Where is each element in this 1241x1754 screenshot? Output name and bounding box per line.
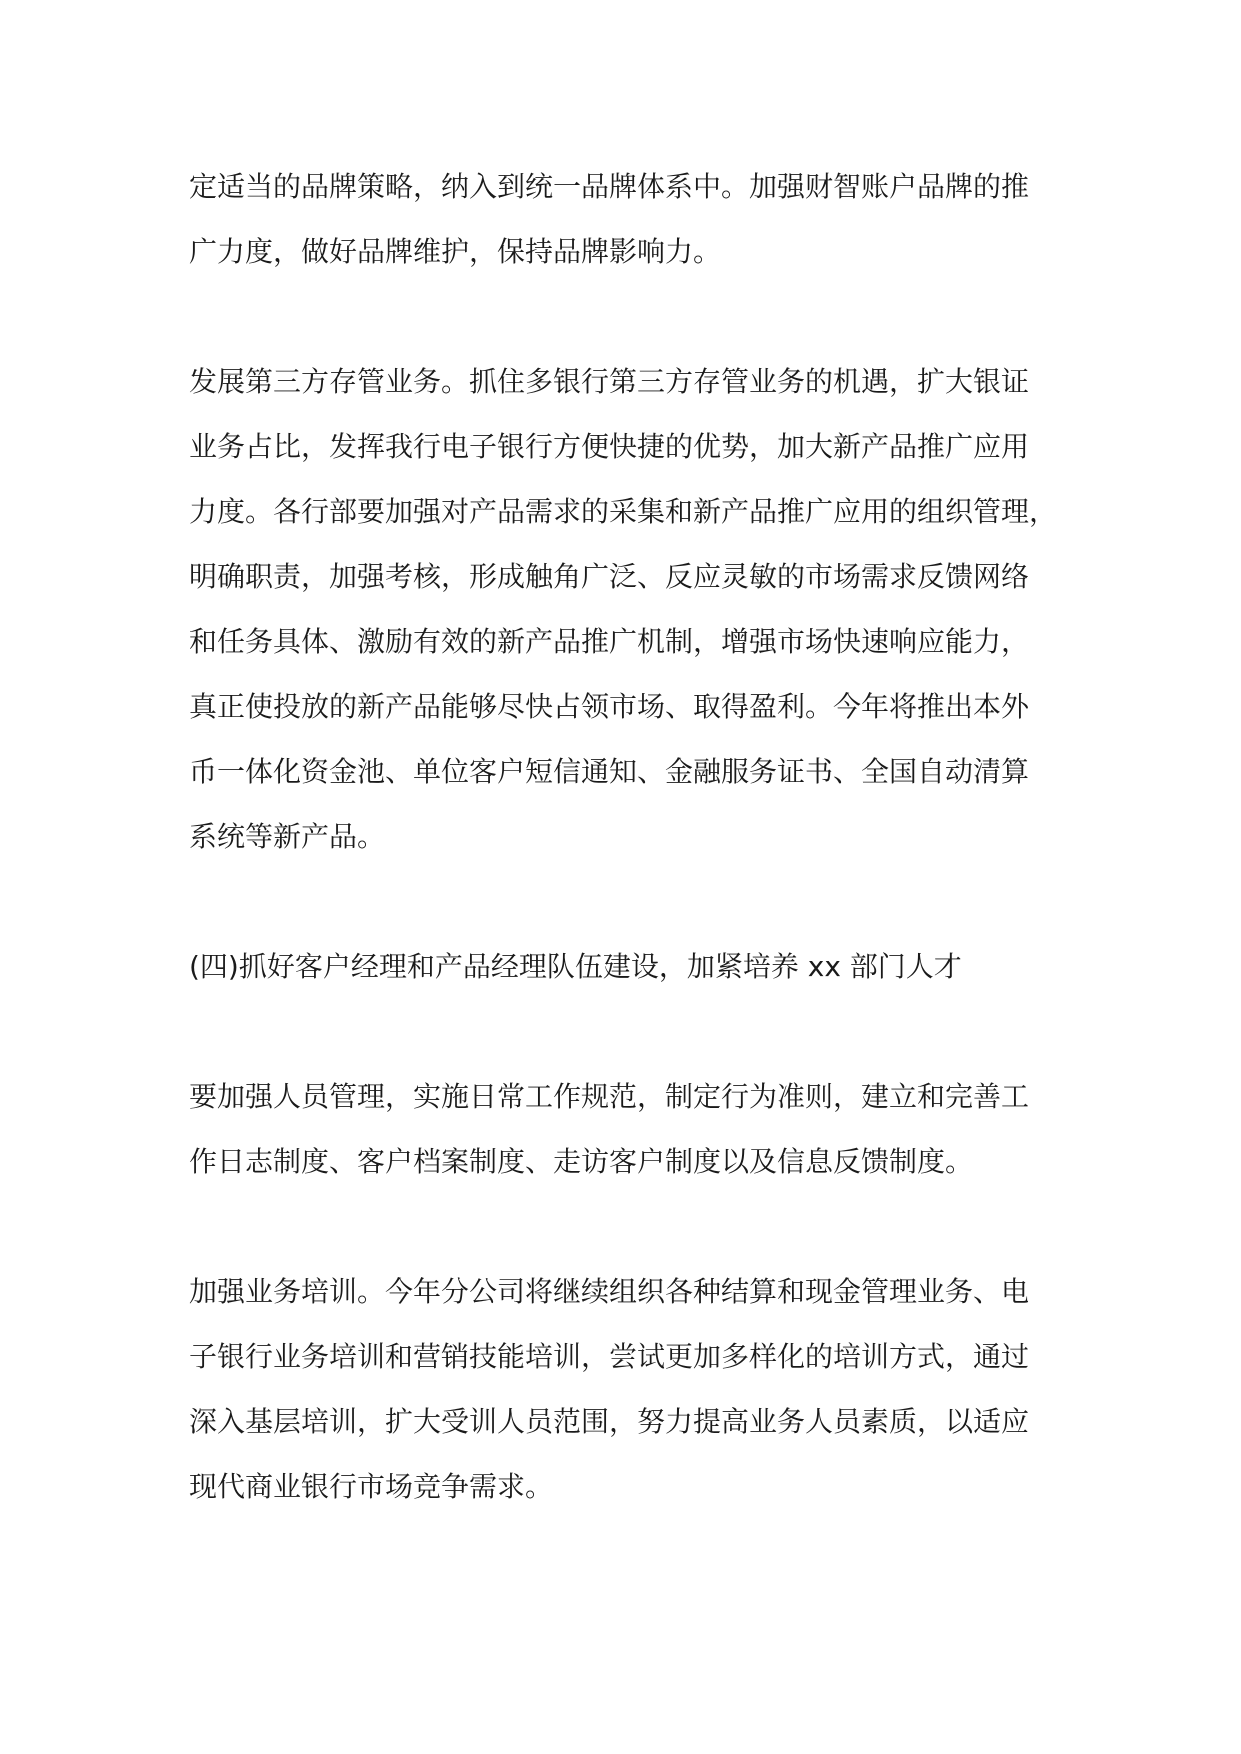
text-line: 系统等新产品。 xyxy=(189,820,386,853)
text-line: 作日志制度、客户档案制度、走访客户制度以及信息反馈制度。 xyxy=(189,1145,974,1178)
text-line: 力度。各行部要加强对产品需求的采集和新产品推广应用的组织管理， xyxy=(189,495,1058,528)
text-line: 币一体化资金池、单位客户短信通知、金融服务证书、全国自动清算 xyxy=(189,755,1030,788)
text-line: 发展第三方存管业务。抓住多银行第三方存管业务的机遇，扩大银证 xyxy=(189,365,1030,398)
paragraph-third-party-custody xyxy=(189,349,1089,869)
paragraph-brand-strategy xyxy=(189,154,1089,284)
section-heading xyxy=(189,934,1089,999)
text-line: 现代商业银行市场竞争需求。 xyxy=(189,1470,554,1503)
text-line: 明确职责，加强考核，形成触角广泛、反应灵敏的市场需求反馈网络 xyxy=(189,560,1030,593)
text-line: 广力度，做好品牌维护，保持品牌影响力。 xyxy=(189,235,722,268)
text-line: 子银行业务培训和营销技能培训，尝试更加多样化的培训方式，通过 xyxy=(189,1340,1030,1373)
text-line: 真正使投放的新产品能够尽快占领市场、取得盈利。今年将推出本外 xyxy=(189,690,1030,723)
text-line: 业务占比，发挥我行电子银行方便快捷的优势，加大新产品推广应用 xyxy=(189,430,1030,463)
paragraph-business-training xyxy=(189,1259,1089,1519)
text-line: 加强业务培训。今年分公司将继续组织各种结算和现金管理业务、电 xyxy=(189,1275,1030,1308)
paragraph-staff-management xyxy=(189,1064,1089,1194)
text-line: 深入基层培训，扩大受训人员范围，努力提高业务人员素质，以适应 xyxy=(189,1405,1030,1438)
text-line: 要加强人员管理，实施日常工作规范，制定行为准则，建立和完善工 xyxy=(189,1080,1030,1113)
text-line: 定适当的品牌策略，纳入到统一品牌体系中。加强财智账户品牌的推 xyxy=(189,170,1030,203)
text-line: 和任务具体、激励有效的新产品推广机制，增强市场快速响应能力， xyxy=(189,625,1030,658)
heading-line: (四)抓好客户经理和产品经理队伍建设，加紧培养 xx 部门人才 xyxy=(189,950,962,983)
